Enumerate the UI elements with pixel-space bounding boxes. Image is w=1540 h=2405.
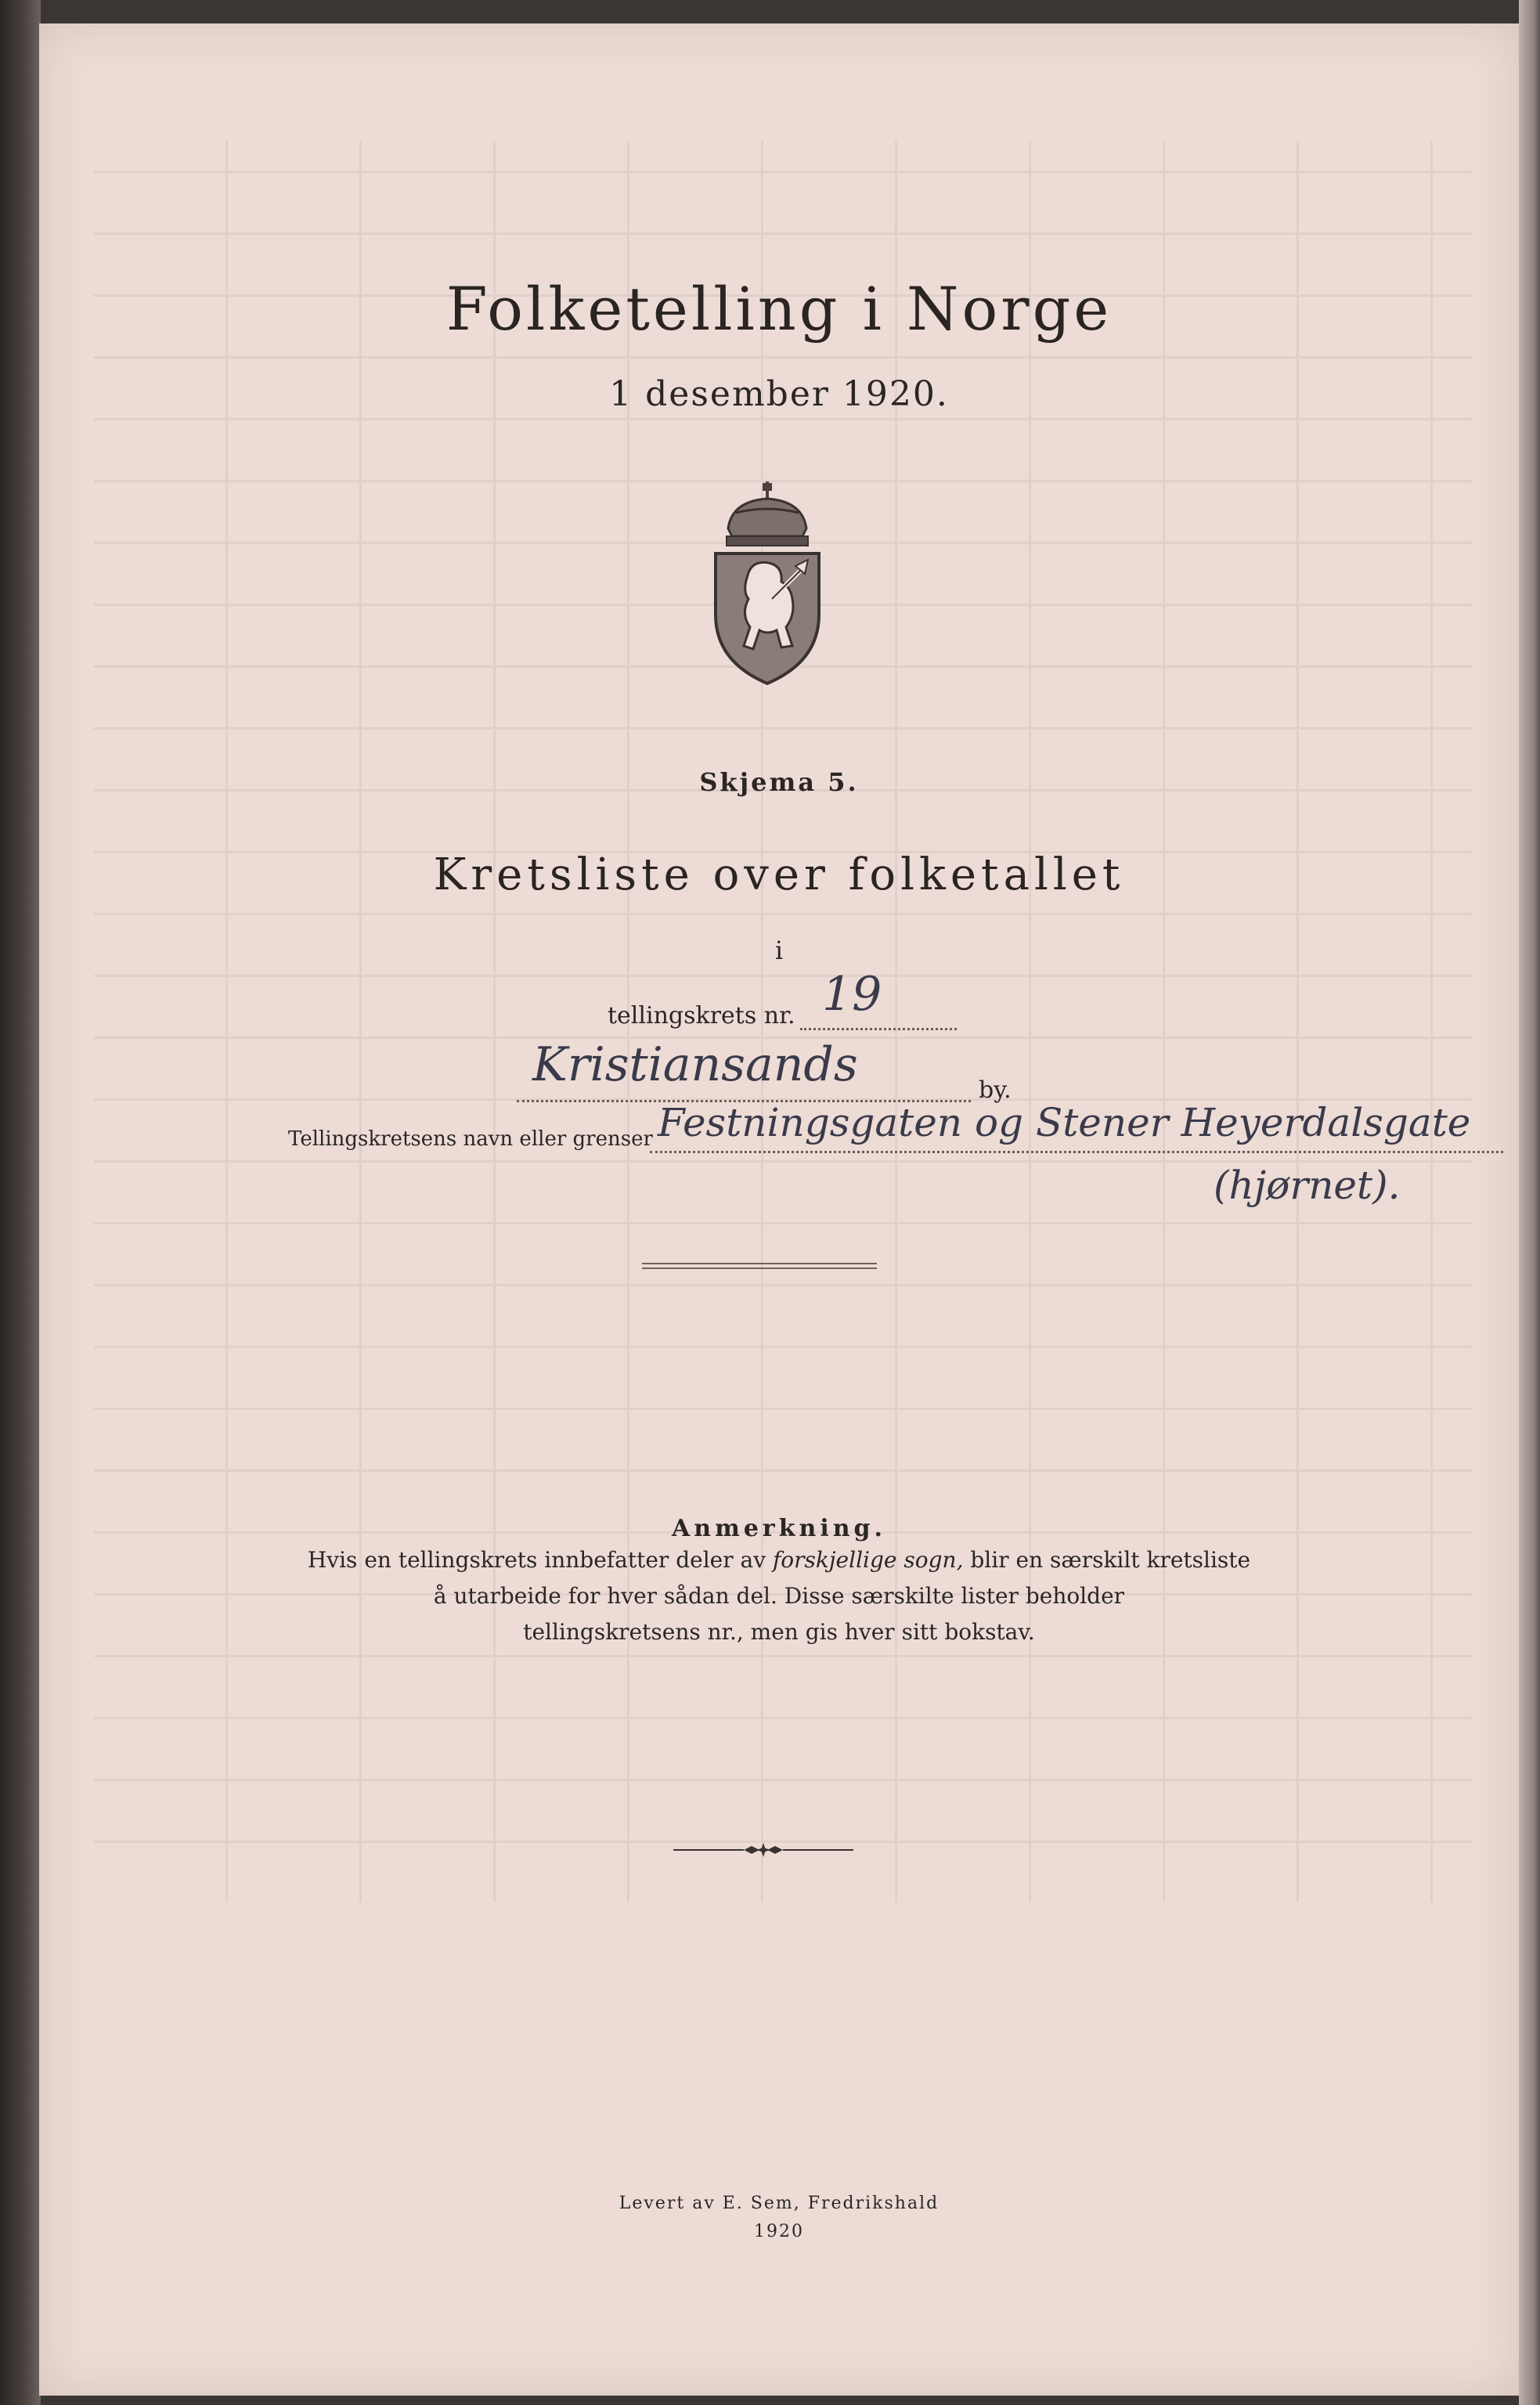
printer-year: 1920 bbox=[754, 2222, 804, 2241]
boundaries-line bbox=[650, 1151, 1503, 1153]
ornament-divider-icon bbox=[673, 1838, 853, 1862]
census-date: 1 desember 1920. bbox=[609, 374, 949, 414]
boundaries-label: Tellingskretsens navn eller grenser bbox=[288, 1127, 653, 1151]
boundaries-value-line1: Festningsgaten og Stener Heyerdalsgate bbox=[658, 1100, 1471, 1145]
note-line-1-emphasis: forskjellige sogn, bbox=[772, 1547, 964, 1573]
note-line-1 bbox=[39, 1542, 1519, 1578]
page-edge bbox=[1519, 0, 1540, 2405]
norwegian-coat-of-arms-icon bbox=[705, 481, 830, 685]
census-form-page bbox=[39, 23, 1519, 2396]
divider-rule-bottom bbox=[642, 1267, 877, 1269]
district-number-line bbox=[800, 1028, 957, 1030]
printer-credit: Levert av E. Sem, Fredrikshald bbox=[619, 2194, 940, 2213]
form-heading: Kretsliste over folketallet bbox=[433, 849, 1125, 900]
connector-word: i bbox=[774, 936, 784, 965]
city-suffix: by. bbox=[979, 1076, 1012, 1104]
note-line-1-start: Hvis en tellingskrets innbefatter deler av bbox=[307, 1547, 773, 1573]
district-number-value: 19 bbox=[822, 967, 882, 1022]
note-line-2: å utarbeide for hver sådan del. Disse særskilte lister beholder bbox=[433, 1583, 1125, 1609]
form-number: Skjema 5. bbox=[699, 767, 859, 797]
city-name-value: Kristiansands bbox=[532, 1037, 858, 1092]
district-number-label: tellingskrets nr. bbox=[608, 1002, 795, 1029]
book-binding bbox=[0, 0, 41, 2405]
note-line-3: tellingskretsens nr., men gis hver sitt bokstav. bbox=[523, 1619, 1035, 1645]
note-heading: Anmerkning. bbox=[672, 1515, 886, 1542]
note-line-1-end: blir en særskilt kretsliste bbox=[963, 1547, 1251, 1573]
page-title: Folketelling i Norge bbox=[445, 274, 1113, 344]
divider-rule-top bbox=[642, 1263, 877, 1264]
boundaries-value-line2: (hjørnet). bbox=[1214, 1163, 1401, 1208]
note-text bbox=[39, 1542, 1519, 1650]
